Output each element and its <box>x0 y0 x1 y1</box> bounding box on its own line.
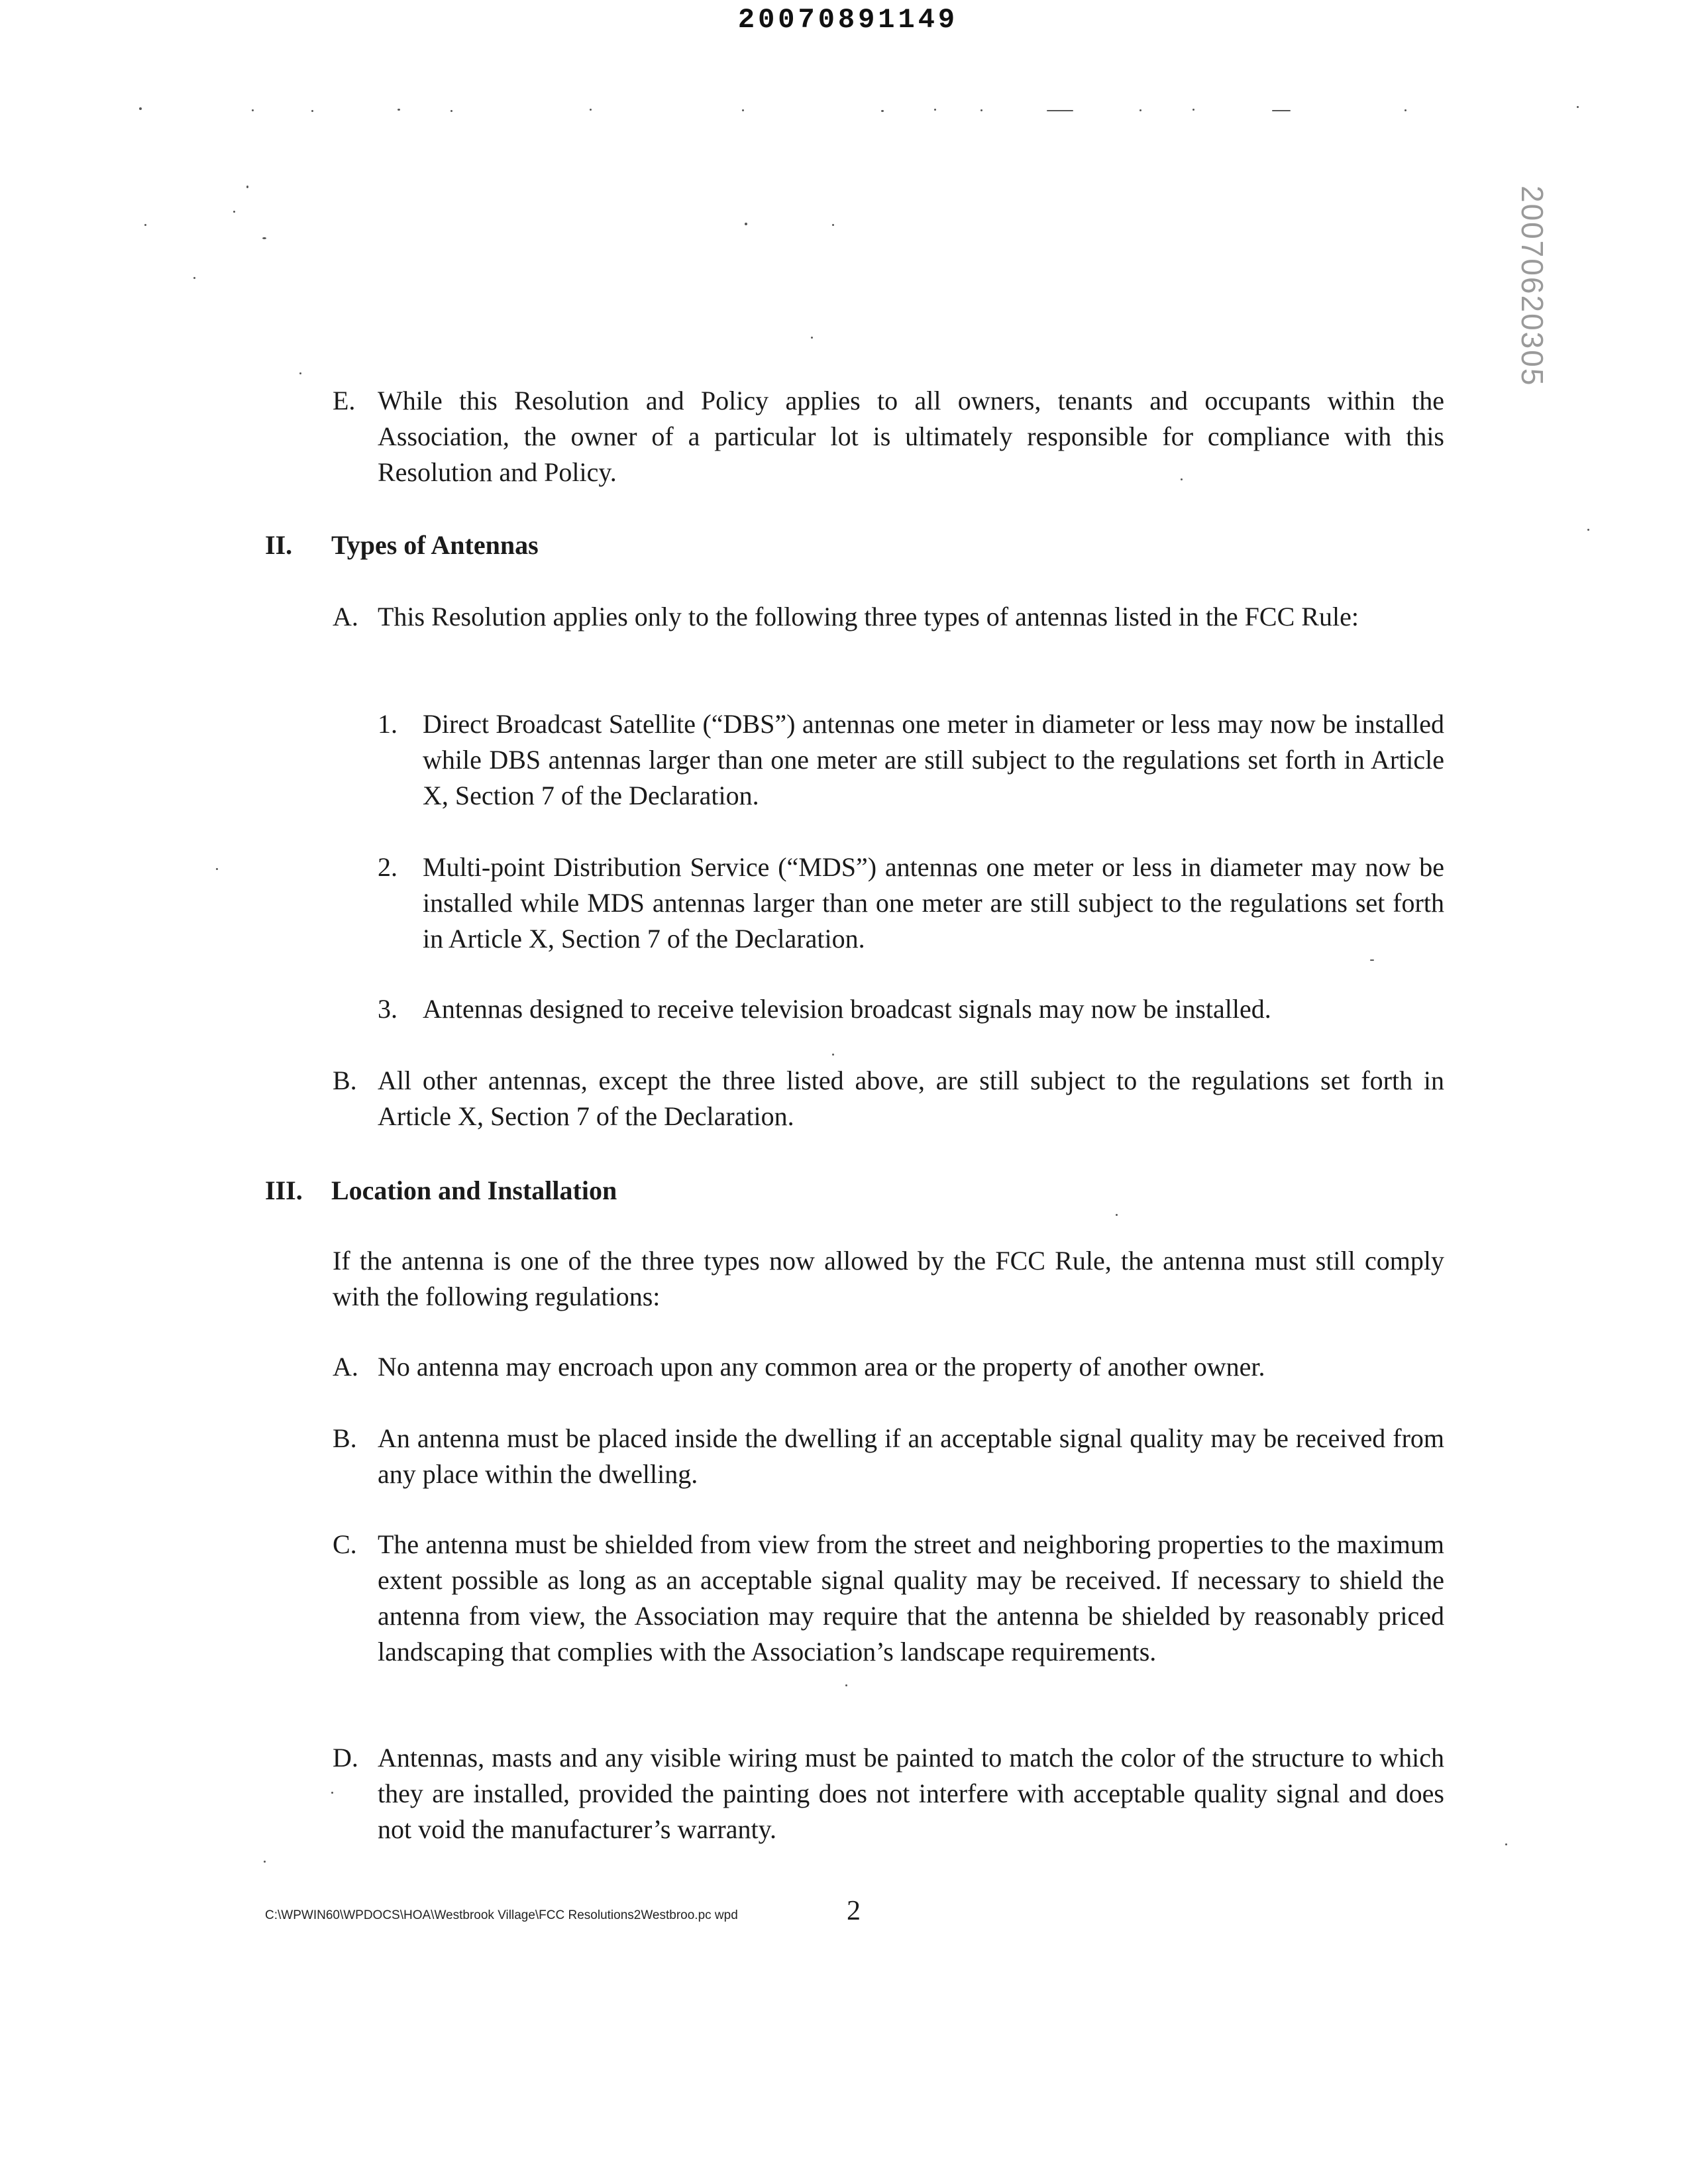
subitem-label: 2. <box>378 852 398 882</box>
subitem-label: 1. <box>378 709 398 739</box>
item-text: No antenna may encroach upon any common area or the property of another owner. <box>378 1352 1265 1382</box>
page-number: 2 <box>847 1896 861 1926</box>
subitem-label: 3. <box>378 994 398 1024</box>
item-text: Antennas, masts and any visible wiring must be painted to match the color of the structure to which they are installed, provided the painting does not interfere with acceptable quality signal and does not void the manufacturer’s warranty. <box>378 1743 1444 1844</box>
section-number: II. <box>265 530 293 560</box>
item-label: C. <box>333 1529 357 1559</box>
subitem-text: Direct Broadcast Satellite (“DBS”) antennas one meter in diameter or less may now be installed while DBS antennas larger than one meter are still subject to the regulations set forth in Article X, Section 7 of the Declaration. <box>423 709 1444 810</box>
item-text: All other antennas, except the three listed above, are still subject to the regulations set forth in Article X, Section 7 of the Declaration. <box>378 1065 1444 1131</box>
subitem-text: Multi-point Distribution Service (“MDS”) antennas one meter or less in diameter may now be installed while MDS antennas larger than one meter are still subject to the regulations set forth in Article X, Section 7 of the Declaration. <box>423 852 1444 954</box>
section-heading-location-and-installation <box>265 1173 928 1209</box>
item-label: B. <box>333 1423 357 1453</box>
section-number: III. <box>265 1175 303 1205</box>
section-title: Location and Installation <box>331 1175 617 1205</box>
item-label: A. <box>333 1352 358 1382</box>
section-heading-types-of-antennas <box>265 527 928 563</box>
item-label: A. <box>333 602 358 631</box>
subitem-text: Antennas designed to receive television broadcast signals may now be installed. <box>423 994 1271 1024</box>
item-text: An antenna must be placed inside the dwelling if an acceptable signal quality may be received from any place within the dwelling. <box>378 1423 1444 1489</box>
item-text: The antenna must be shielded from view from the street and neighboring properties to the maximum extent possible as long as an acceptable signal quality may be received. If necessary to shield the antenna from view, the Association may require that the antenna be shielded by reasonably priced landscaping that complies with the Association’s landscape requirements. <box>378 1529 1444 1666</box>
document-number: 20070891149 <box>737 4 959 36</box>
item-label: B. <box>333 1065 357 1095</box>
item-text: While this Resolution and Policy applies to all owners, tenants and occupants within the Association, the owner of a particular lot is ultimately responsible for compliance with this Resolution and Policy. <box>378 386 1444 487</box>
item-label: E. <box>333 386 356 415</box>
side-stamp-text: 20070620305 <box>1515 186 1550 387</box>
item-text: This Resolution applies only to the following three types of antennas listed in the FCC Rule: <box>378 602 1359 631</box>
footer-file-path: C:\WPWIN60\WPDOCS\HOA\Westbrook Village\FCC Resolutions2Westbroo.pc wpd <box>265 1908 738 1922</box>
section-title: Types of Antennas <box>331 530 539 560</box>
section-3-intro: If the antenna is one of the three types now allowed by the FCC Rule, the antenna must still comply with the following regulations: <box>333 1246 1444 1311</box>
item-label: D. <box>333 1743 358 1773</box>
